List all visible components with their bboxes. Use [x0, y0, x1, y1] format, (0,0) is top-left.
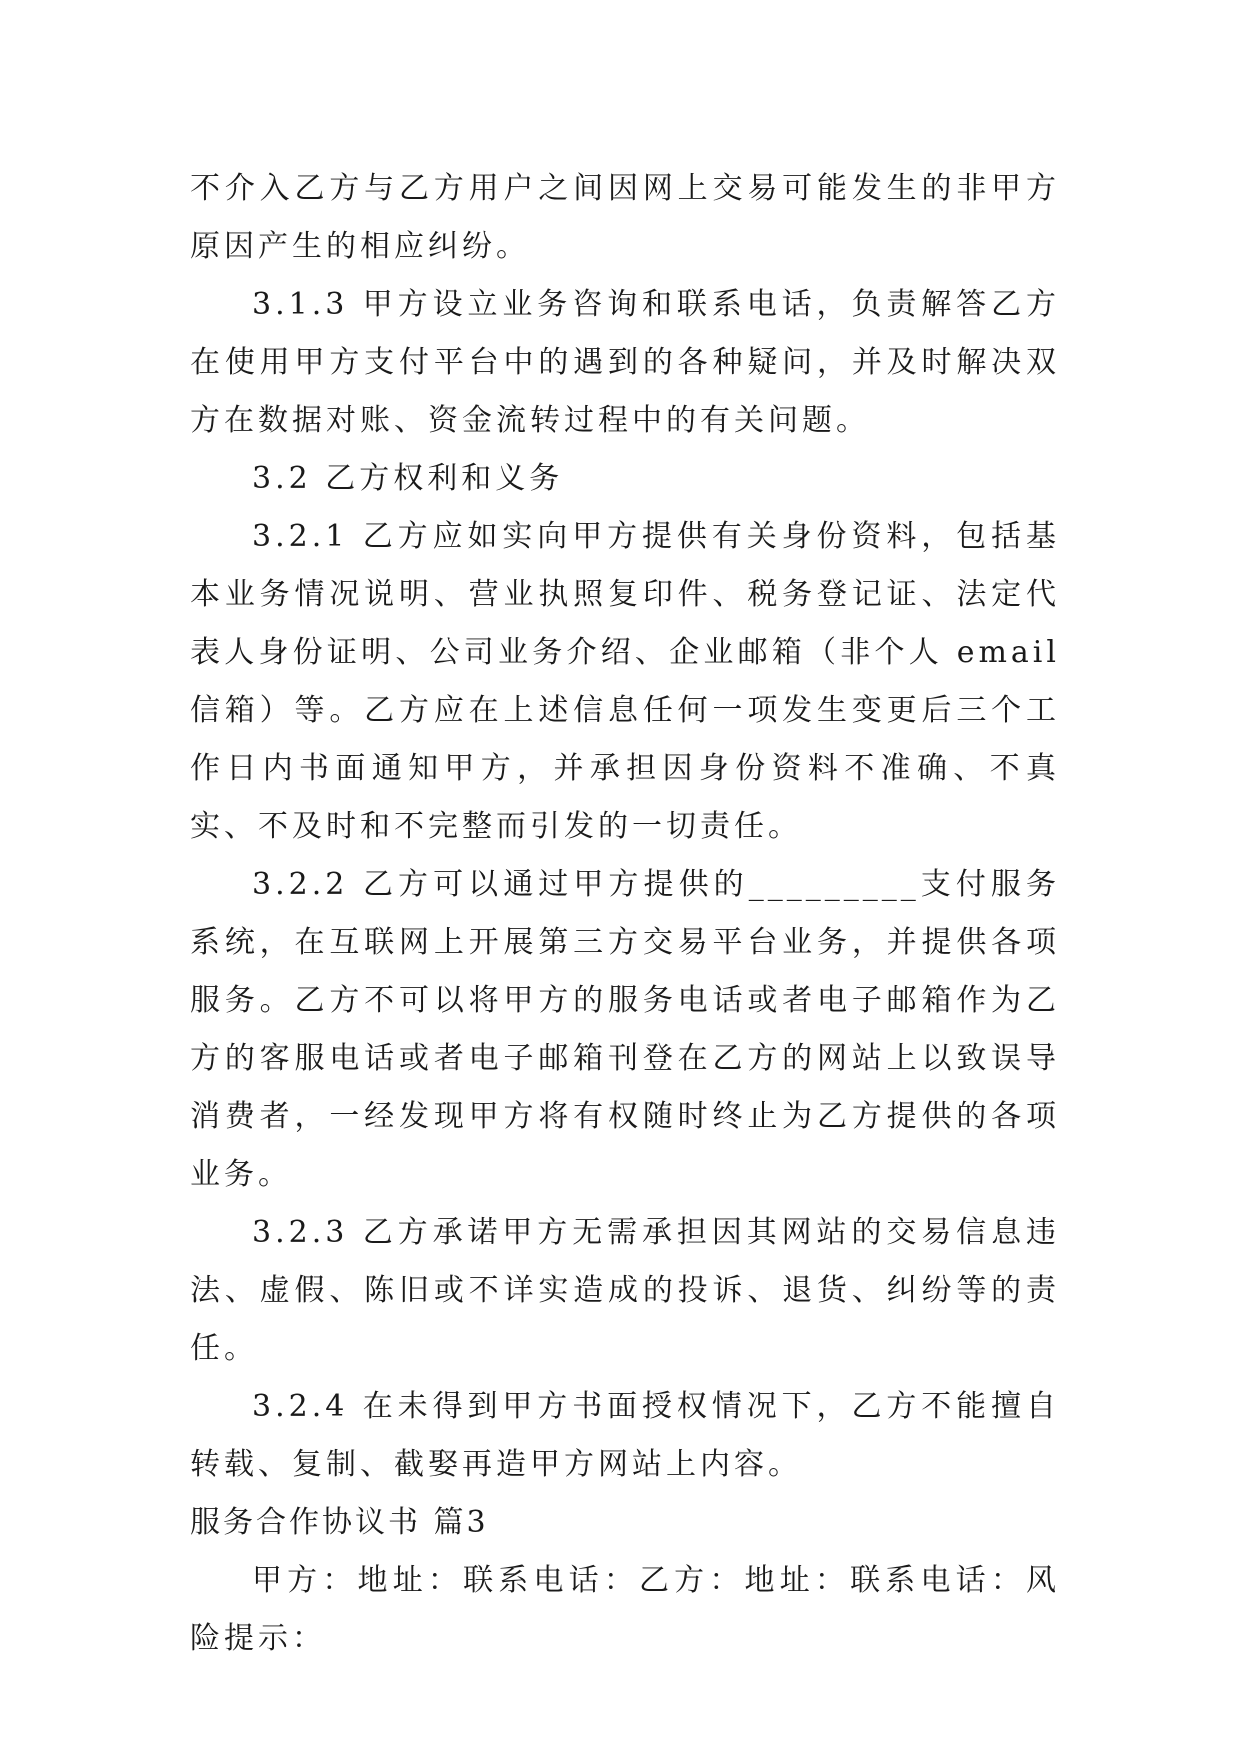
paragraph-3-2-2: 3.2.2 乙方可以通过甲方提供的_________支付服务系统，在互联网上开展第三方交易平台业务，并提供各项服务。乙方不可以将甲方的服务电话或者电子邮箱作为乙方的客服电话或者电子邮箱刊登在乙方的网站上以致误导消费者，一经发现甲方将有权随时终止为乙方提供的各项业务。: [190, 867, 1060, 1192]
paragraph-parties: 甲方：地址：联系电话：乙方：地址：联系电话：风险提示：: [190, 1563, 1060, 1656]
paragraph-3-2-4: 3.2.4 在未得到甲方书面授权情况下，乙方不能擅自转载、复制、截娶再造甲方网站上内容。: [190, 1389, 1060, 1482]
paragraph-3-2-1: 3.2.1 乙方应如实向甲方提供有关身份资料，包括基本业务情况说明、营业执照复印件、税务登记证、法定代表人身份证明、公司业务介绍、企业邮箱（非个人 email 信箱）等。乙方应在上述信息任何一项发生变更后三个工作日内书面通知甲方，并承担因身份资料不准确、不真实、不及时和不完整而引发的一切责任。: [190, 519, 1060, 844]
paragraph-3-1-3: 3.1.3 甲方设立业务咨询和联系电话，负责解答乙方在使用甲方支付平台中的遇到的各种疑问，并及时解决双方在数据对账、资金流转过程中的有关问题。: [190, 287, 1060, 438]
paragraph-3-2-3: 3.2.3 乙方承诺甲方无需承担因其网站的交易信息违法、虚假、陈旧或不详实造成的投诉、退货、纠纷等的责任。: [190, 1215, 1060, 1366]
subheading-3-2: 3.2 乙方权利和义务: [252, 461, 564, 496]
paragraph-continuation: 不介入乙方与乙方用户之间因网上交易可能发生的非甲方原因产生的相应纠纷。: [190, 171, 1060, 264]
document-body: [190, 160, 1060, 1668]
section-heading: 服务合作协议书 篇3: [190, 1505, 489, 1540]
